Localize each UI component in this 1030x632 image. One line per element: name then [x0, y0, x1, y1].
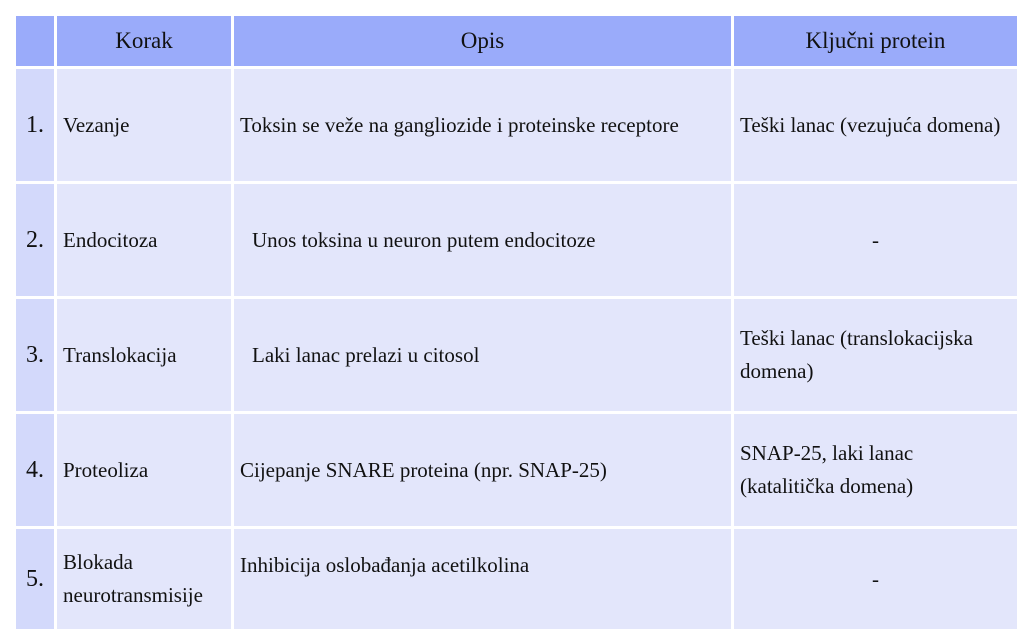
header-step: Korak: [57, 16, 231, 66]
step-description: Toksin se veže na gangliozide i proteinske receptore: [234, 69, 731, 181]
table-row: [16, 414, 1017, 526]
step-name: Proteoliza: [57, 414, 231, 526]
step-description: Unos toksina u neuron putem endocitoze: [234, 184, 731, 296]
step-protein: SNAP-25, laki lanac (katalitička domena): [734, 414, 1017, 526]
table-row: [16, 184, 1017, 296]
step-number: 2.: [16, 184, 54, 296]
header-row: [16, 16, 1017, 66]
header-description: Opis: [234, 16, 731, 66]
step-number: 5.: [16, 529, 54, 629]
step-name: Translokacija: [57, 299, 231, 411]
step-name: Vezanje: [57, 69, 231, 181]
step-description: Laki lanac prelazi u citosol: [234, 299, 731, 411]
step-description: Cijepanje SNARE proteina (npr. SNAP-25): [234, 414, 731, 526]
step-name: Blokada neurotransmisije: [57, 529, 231, 629]
step-number: 1.: [16, 69, 54, 181]
step-number: 3.: [16, 299, 54, 411]
steps-table: [13, 13, 1020, 632]
table-row: [16, 529, 1017, 629]
step-protein: -: [734, 529, 1017, 629]
step-protein: Teški lanac (translokacijska domena): [734, 299, 1017, 411]
header-protein: Ključni protein: [734, 16, 1017, 66]
step-name: Endocitoza: [57, 184, 231, 296]
header-corner-cell: [16, 16, 54, 66]
step-protein: Teški lanac (vezujuća domena): [734, 69, 1017, 181]
step-protein: -: [734, 184, 1017, 296]
step-number: 4.: [16, 414, 54, 526]
table-row: [16, 69, 1017, 181]
table-row: [16, 299, 1017, 411]
step-description: Inhibicija oslobađanja acetilkolina: [234, 529, 731, 629]
